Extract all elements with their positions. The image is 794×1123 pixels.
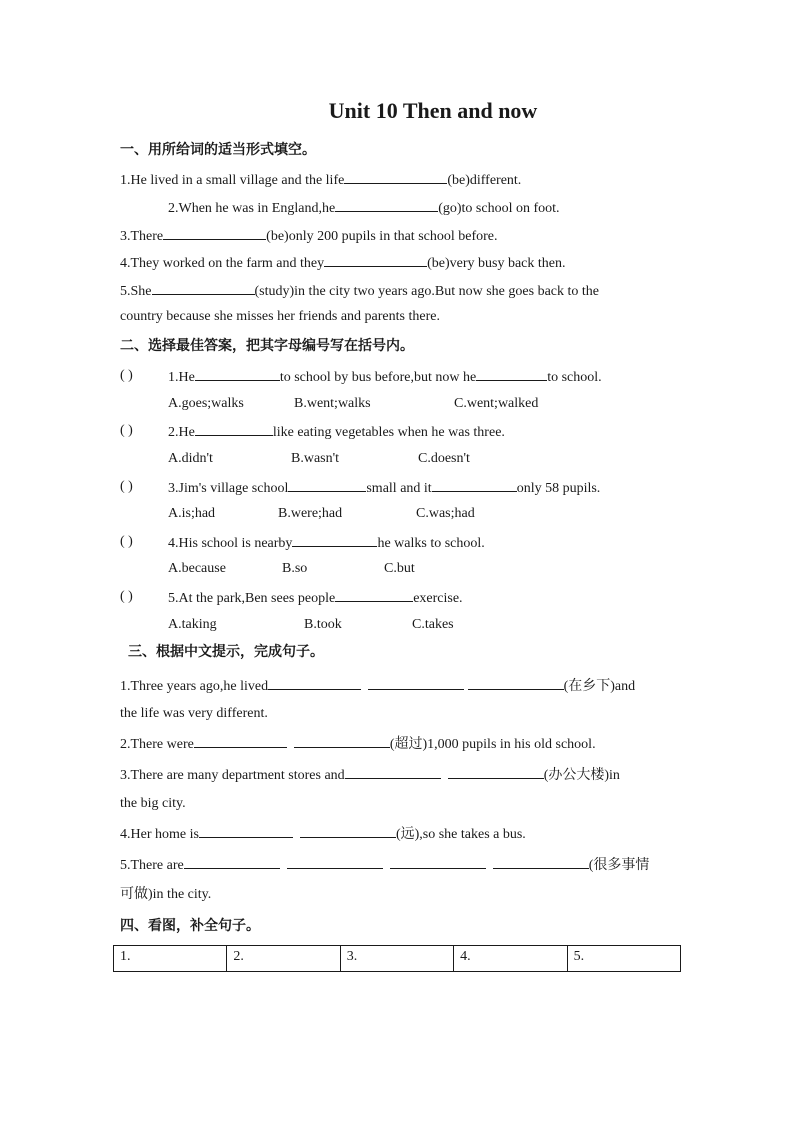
section-3-heading: 三、根据中文提示，完成句子。 xyxy=(128,644,324,660)
s1-question-1 xyxy=(120,170,521,190)
s3-question-1-continued: the life was very different. xyxy=(120,706,268,721)
q-text: (go)to school on foot. xyxy=(438,201,560,216)
q-text: 3.Jim's village school xyxy=(168,481,289,496)
answer-blank[interactable] xyxy=(493,855,589,869)
answer-blank[interactable] xyxy=(294,734,390,748)
option-b[interactable]: B.so xyxy=(282,561,308,576)
answer-blank[interactable] xyxy=(199,824,293,838)
option-a[interactable]: A.because xyxy=(168,561,226,576)
option-c[interactable]: C.but xyxy=(384,561,415,576)
s2-question-3 xyxy=(168,478,600,498)
option-b[interactable]: B.wasn't xyxy=(291,451,340,466)
answer-blank[interactable] xyxy=(300,824,396,838)
s1-question-4 xyxy=(120,253,566,273)
answer-blank[interactable] xyxy=(195,367,280,381)
q-text: (be)very busy back then. xyxy=(427,256,566,271)
option-c[interactable]: C.went;walked xyxy=(454,396,539,411)
option-a[interactable]: A.goes;walks xyxy=(168,396,244,411)
answer-blank[interactable] xyxy=(184,855,280,869)
s3-question-4 xyxy=(120,824,526,844)
section-1-heading: 一、用所给词的适当形式填空。 xyxy=(120,142,316,158)
q-text: small and it xyxy=(366,481,432,496)
s1-question-5 xyxy=(120,281,599,301)
q-text: to school by bus before,but now he xyxy=(279,370,477,385)
table-cell[interactable]: 5. xyxy=(567,946,680,972)
q-text: 1.He lived in a small village and the life xyxy=(120,173,345,188)
option-b[interactable]: B.took xyxy=(304,617,342,632)
s2-question-2 xyxy=(168,422,505,442)
answer-blank[interactable] xyxy=(287,855,383,869)
answer-bracket[interactable]: ( ) xyxy=(120,479,133,494)
answer-blank[interactable] xyxy=(344,170,447,184)
s1-question-3 xyxy=(120,226,498,246)
q-text: 1.Three years ago,he lived xyxy=(120,679,269,694)
q-text: (超过)1,000 pupils in his old school. xyxy=(389,737,596,752)
section-4-heading: 四、看图，补全句子。 xyxy=(120,918,260,934)
answer-bracket[interactable]: ( ) xyxy=(120,423,133,438)
answer-bracket[interactable]: ( ) xyxy=(120,534,133,549)
section-2-heading: 二、选择最佳答案，把其字母编号写在括号内。 xyxy=(120,338,414,354)
answer-blank[interactable] xyxy=(268,676,361,690)
table-cell[interactable]: 2. xyxy=(227,946,340,972)
answer-blank[interactable] xyxy=(152,281,255,295)
s3-question-3-continued: the big city. xyxy=(120,796,186,811)
option-c[interactable]: C.takes xyxy=(412,617,454,632)
option-b[interactable]: B.were;had xyxy=(278,506,343,521)
answer-blank[interactable] xyxy=(368,676,464,690)
q-text: 3.There are many department stores and xyxy=(120,768,345,783)
q-text: 1.He xyxy=(168,370,195,385)
answer-blank[interactable] xyxy=(292,533,377,547)
q-text: 4.They worked on the farm and they xyxy=(120,256,325,271)
q-text: to school. xyxy=(547,370,602,385)
s1-question-5-continued: country because she misses her friends and parents there. xyxy=(120,309,440,324)
q-text: 2.There were xyxy=(120,737,194,752)
answer-bracket[interactable]: ( ) xyxy=(120,368,133,383)
picture-table xyxy=(113,945,681,972)
page-title: Unit 10 Then and now xyxy=(328,98,538,123)
answer-blank[interactable] xyxy=(324,253,427,267)
q-text: only 58 pupils. xyxy=(516,481,601,496)
s3-question-5 xyxy=(120,855,649,875)
s3-question-2 xyxy=(120,734,596,754)
answer-blank[interactable] xyxy=(335,198,438,212)
q-text: 5.There are xyxy=(120,858,184,873)
q-text: (be)only 200 pupils in that school before. xyxy=(266,229,498,244)
q-text: 3.There xyxy=(120,229,164,244)
s3-question-3 xyxy=(120,765,620,785)
answer-blank[interactable] xyxy=(288,478,366,492)
answer-blank[interactable] xyxy=(194,734,287,748)
option-c[interactable]: C.was;had xyxy=(416,506,475,521)
answer-blank[interactable] xyxy=(476,367,547,381)
q-text: like eating vegetables when he was three. xyxy=(272,425,505,440)
answer-blank[interactable] xyxy=(195,422,273,436)
option-b[interactable]: B.went;walks xyxy=(294,396,371,411)
option-a[interactable]: A.is;had xyxy=(168,506,216,521)
answer-bracket[interactable]: ( ) xyxy=(120,589,133,604)
answer-blank[interactable] xyxy=(345,765,441,779)
q-text: 2.When he was in England,he xyxy=(168,201,336,216)
answer-blank[interactable] xyxy=(335,588,413,602)
s2-question-1 xyxy=(168,367,602,387)
q-text: 2.He xyxy=(168,425,195,440)
answer-blank[interactable] xyxy=(163,226,266,240)
q-text: he walks to school. xyxy=(377,536,485,551)
option-a[interactable]: A.didn't xyxy=(168,451,213,466)
answer-blank[interactable] xyxy=(468,676,564,690)
table-cell[interactable]: 1. xyxy=(114,946,227,972)
table-row xyxy=(114,946,681,972)
s3-question-5-continued: 可做)in the city. xyxy=(120,887,212,902)
answer-blank[interactable] xyxy=(390,855,486,869)
q-text: (be)different. xyxy=(447,173,522,188)
s3-question-1 xyxy=(120,676,635,696)
q-text: exercise. xyxy=(413,591,463,606)
q-text: (在乡下)and xyxy=(563,679,636,694)
q-text: 5.She xyxy=(120,284,152,299)
q-text: (很多事情 xyxy=(588,858,650,873)
q-text: 4.Her home is xyxy=(120,827,199,842)
answer-blank[interactable] xyxy=(432,478,517,492)
table-cell[interactable]: 4. xyxy=(454,946,567,972)
s2-question-4 xyxy=(168,533,485,553)
q-text: 4.His school is nearby xyxy=(168,536,293,551)
table-cell[interactable]: 3. xyxy=(340,946,453,972)
answer-blank[interactable] xyxy=(448,765,544,779)
q-text: (远),so she takes a bus. xyxy=(395,827,526,842)
option-a[interactable]: A.taking xyxy=(168,617,217,632)
s1-question-2 xyxy=(168,198,560,218)
option-c[interactable]: C.doesn't xyxy=(418,451,470,466)
q-text: 5.At the park,Ben sees people xyxy=(168,591,336,606)
q-text: (办公大楼)in xyxy=(543,768,620,783)
q-text: (study)in the city two years ago.But now she goes back to the xyxy=(254,284,599,299)
s2-question-5 xyxy=(168,588,463,608)
